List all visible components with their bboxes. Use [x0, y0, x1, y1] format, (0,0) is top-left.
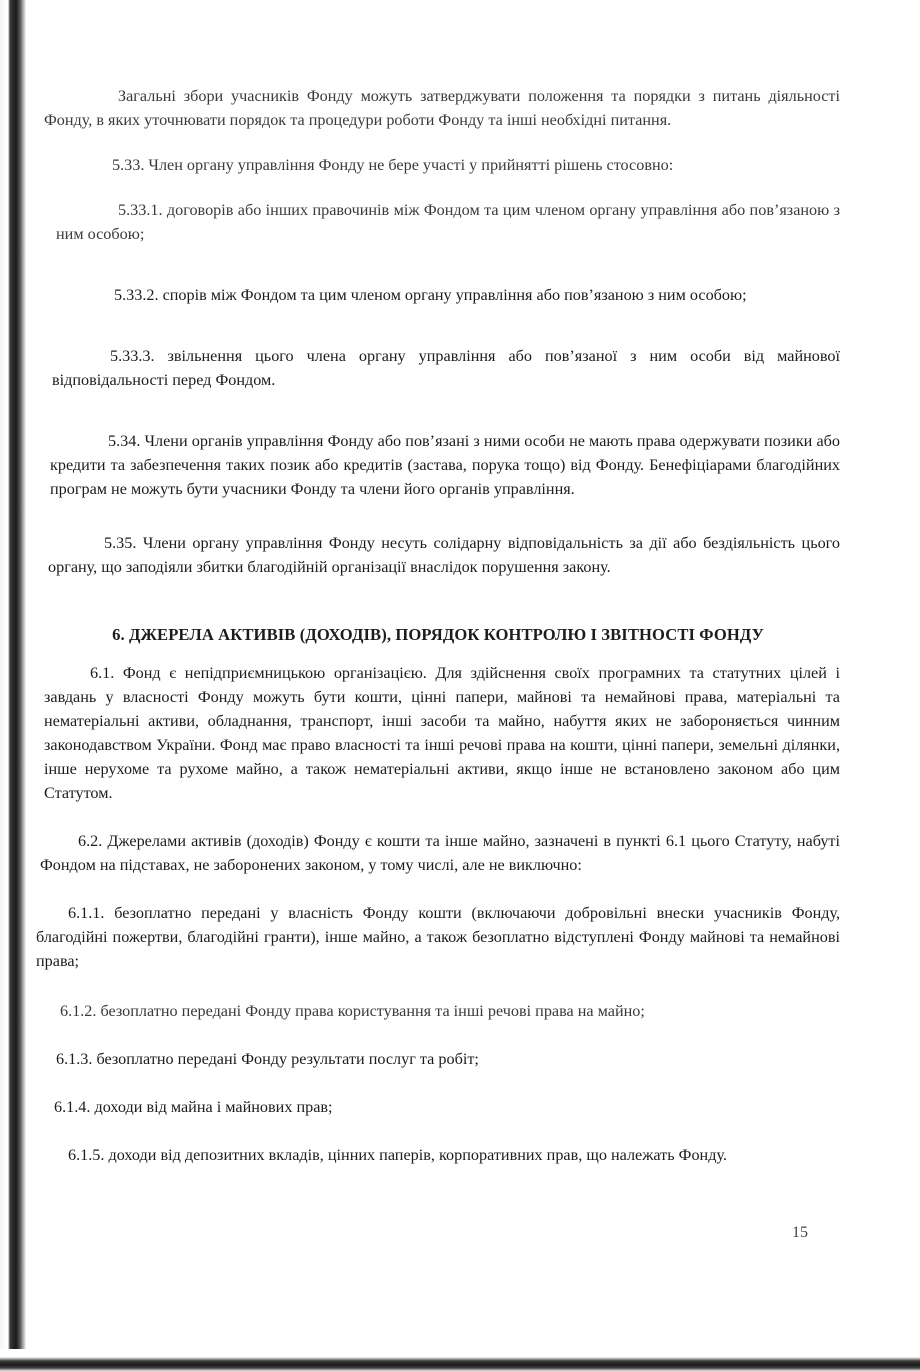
paragraph-6-1-2: 6.1.2. безоплатно передані Фонду права користування та інші речові права на майно;: [60, 1002, 645, 1020]
paragraph-6-1-4: 6.1.4. доходи від майна і майнових прав;: [54, 1098, 333, 1116]
paragraph-6-1-5: 6.1.5. доходи від депозитних вкладів, цінних паперів, корпоративних прав, що належать Фонду.: [68, 1146, 727, 1164]
document-page: [36, 84, 840, 1167]
scan-bottom-edge: [0, 1349, 920, 1371]
paragraph-6-1: 6.1. Фонд є непідприємницькою організацією. Для здійснення своїх програмних та статутних цілей і завдань у власності Фонду можуть бути кошти, цінні папери, майнові та немайнові права, матеріальні та нематеріальні активи, обладнання, транспорт, інші засоби та майно, набуття яких не забороняється чинним законодавством України. Фонд має право власності та інші речові права на кошти, цінні папери, земельні ділянки, інше нерухоме та рухоме майно, а також нематеріальні активи, якщо інше не встановлено законом або цим Статутом.: [44, 664, 840, 802]
paragraph-5-33-1: 5.33.1. договорів або інших правочинів між Фондом та цим членом органу управління або пов’язаною з ним особою;: [56, 201, 840, 243]
paragraph-6-1-1: 6.1.1. безоплатно передані у власність Фонду кошти (включаючи добровільні внески учасників Фонду, благодійні пожертви, благодійні гранти), інше майно, а також безоплатно відступлені Фонду майнові та немайнові права;: [36, 904, 840, 970]
paragraph-6-2: 6.2. Джерелами активів (доходів) Фонду є кошти та інше майно, зазначені в пункті 6.1 цього Статуту, набуті Фондом на підставах, не заборонених законом, у тому числі, але не виключно:: [40, 832, 840, 874]
paragraph-5-33-3: 5.33.3. звільнення цього члена органу управління або пов’язаної з ним особи від майнової відповідальності перед Фондом.: [52, 347, 840, 389]
paragraph-5-33: 5.33. Член органу управління Фонду не бере участі у прийнятті рішень стосовно:: [112, 156, 674, 174]
page-number: 15: [792, 1224, 808, 1241]
paragraph-general-meeting: Загальні збори учасників Фонду можуть затверджувати положення та порядки з питань діяльності Фонду, в яких уточнювати порядок та процедури роботи Фонду та інші необхідні питання.: [44, 87, 840, 129]
paragraph-6-1-3: 6.1.3. безоплатно передані Фонду результати послуг та робіт;: [56, 1050, 479, 1068]
section-heading-6: 6. ДЖЕРЕЛА АКТИВІВ (ДОХОДІВ), ПОРЯДОК КОНТРОЛЮ І ЗВІТНОСТІ ФОНДУ: [112, 625, 764, 644]
paragraph-5-34: 5.34. Члени органів управління Фонду або пов’язані з ними особи не мають права одержувати позики або кредити та забезпечення таких позик або кредитів (застава, порука тощо) від Фонду. Бенефіціарами благодійних програм не можуть бути учасники Фонду та члени його органів управління.: [50, 432, 840, 498]
paragraph-5-35: 5.35. Члени органу управління Фонду несуть солідарну відповідальність за дії або бездіяльність цього органу, що заподіяли збитки благодійній організації внаслідок порушення закону.: [48, 534, 840, 576]
paragraph-5-33-2: 5.33.2. спорів між Фондом та цим членом органу управління або пов’язаною з ним особою;: [114, 286, 747, 304]
